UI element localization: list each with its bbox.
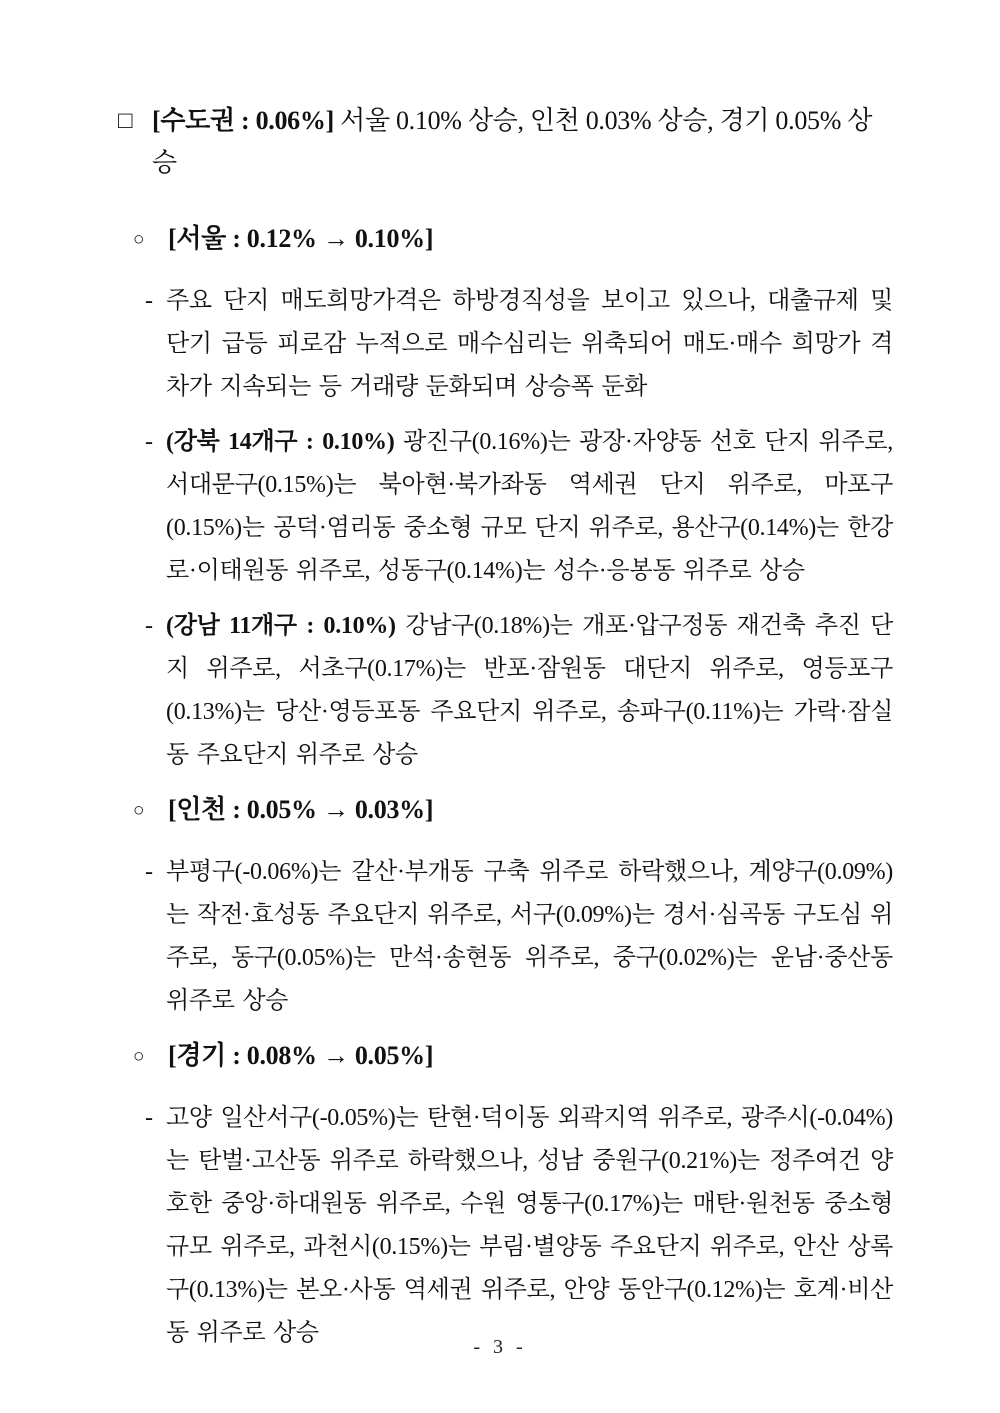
heading-sudogwon-label: [수도권 : 0.06%] bbox=[152, 106, 334, 135]
heading-seoul bbox=[118, 218, 893, 260]
page-number: - 3 - bbox=[473, 1336, 527, 1358]
para-incheon bbox=[118, 851, 893, 1023]
circle-bullet-icon: ○ bbox=[133, 229, 145, 250]
para-incheon-text: 부평구(-0.06%)는 갈산·부개동 구축 위주로 하락했으나, 계양구(0.09%)는 작전·효성동 주요단지 위주로, 서구(0.09%)는 경서·심곡동 구도심 위주로, 동구(0.05%)는 만석·송현동 위주로, 중구(0.02%)는 운남·중산동 위주로 상승 bbox=[166, 859, 893, 1014]
para-gangbuk bbox=[118, 421, 893, 593]
para-gangnam bbox=[118, 605, 893, 777]
para-gangbuk-text: 광진구(0.16%)는 광장·자양동 선호 단지 위주로, 서대문구(0.15%)는 북아현·북가좌동 역세권 단지 위주로, 마포구(0.15%)는 공덕·염리동 중소형 규모 단지 위주로, 용산구(0.14%)는 한강로·이태원동 위주로, 성동구(0.14%)는 성수·응봉동 위주로 상승 bbox=[166, 429, 894, 584]
para-seoul-overview bbox=[118, 280, 893, 409]
document-content bbox=[118, 100, 893, 1367]
circle-bullet-icon: ○ bbox=[133, 1046, 145, 1067]
para-gangbuk-label: (강북 14개구 : 0.10%) bbox=[166, 429, 395, 455]
heading-sudogwon-text: 서울 0.10% 상승, 인천 0.03% 상승, 경기 0.05% 상승 bbox=[152, 106, 873, 177]
heading-gyeonggi-title: [경기 : 0.08% → 0.05%] bbox=[168, 1041, 434, 1070]
heading-sudogwon bbox=[118, 100, 893, 184]
square-bullet-icon: □ bbox=[118, 108, 133, 134]
para-seoul-overview-text: 주요 단지 매도희망가격은 하방경직성을 보이고 있으나, 대출규제 및 단기 급등 피로감 누적으로 매수심리는 위축되어 매도·매수 희망가 격차가 지속되는 등 거래량 둔화되며 상승폭 둔화 bbox=[166, 288, 893, 400]
heading-incheon-title: [인천 : 0.05% → 0.03%] bbox=[168, 795, 434, 824]
dash-bullet: - bbox=[145, 613, 153, 639]
para-gangnam-label: (강남 11개구 : 0.10%) bbox=[166, 613, 396, 639]
heading-gyeonggi bbox=[118, 1035, 893, 1077]
dash-bullet: - bbox=[145, 859, 153, 885]
heading-seoul-title: [서울 : 0.12% → 0.10%] bbox=[168, 224, 434, 253]
heading-incheon bbox=[118, 789, 893, 831]
dash-bullet: - bbox=[145, 429, 153, 455]
dash-bullet: - bbox=[145, 288, 153, 314]
para-gangnam-text: 강남구(0.18%)는 개포·압구정동 재건축 추진 단지 위주로, 서초구(0.17%)는 반포·잠원동 대단지 위주로, 영등포구(0.13%)는 당산·영등포동 주요단지 위주로, 송파구(0.11%)는 가락·잠실동 주요단지 위주로 상승 bbox=[166, 613, 894, 768]
para-gyeonggi-text: 고양 일산서구(-0.05%)는 탄현·덕이동 외곽지역 위주로, 광주시(-0.04%)는 탄벌·고산동 위주로 하락했으나, 성남 중원구(0.21%)는 정주여건 양호한 중앙·하대원동 위주로, 수원 영통구(0.17%)는 매탄·원천동 중소형 규모 위주로, 과천시(0.15%)는 부림·별양동 주요단지 위주로, 안산 상록구(0.13%)는 본오·사동 역세권 위주로, 안양 동안구(0.12%)는 호계·비산동 위주로 상승 bbox=[166, 1105, 893, 1346]
dash-bullet: - bbox=[145, 1105, 153, 1131]
circle-bullet-icon: ○ bbox=[133, 800, 145, 821]
para-gyeonggi bbox=[118, 1097, 893, 1355]
